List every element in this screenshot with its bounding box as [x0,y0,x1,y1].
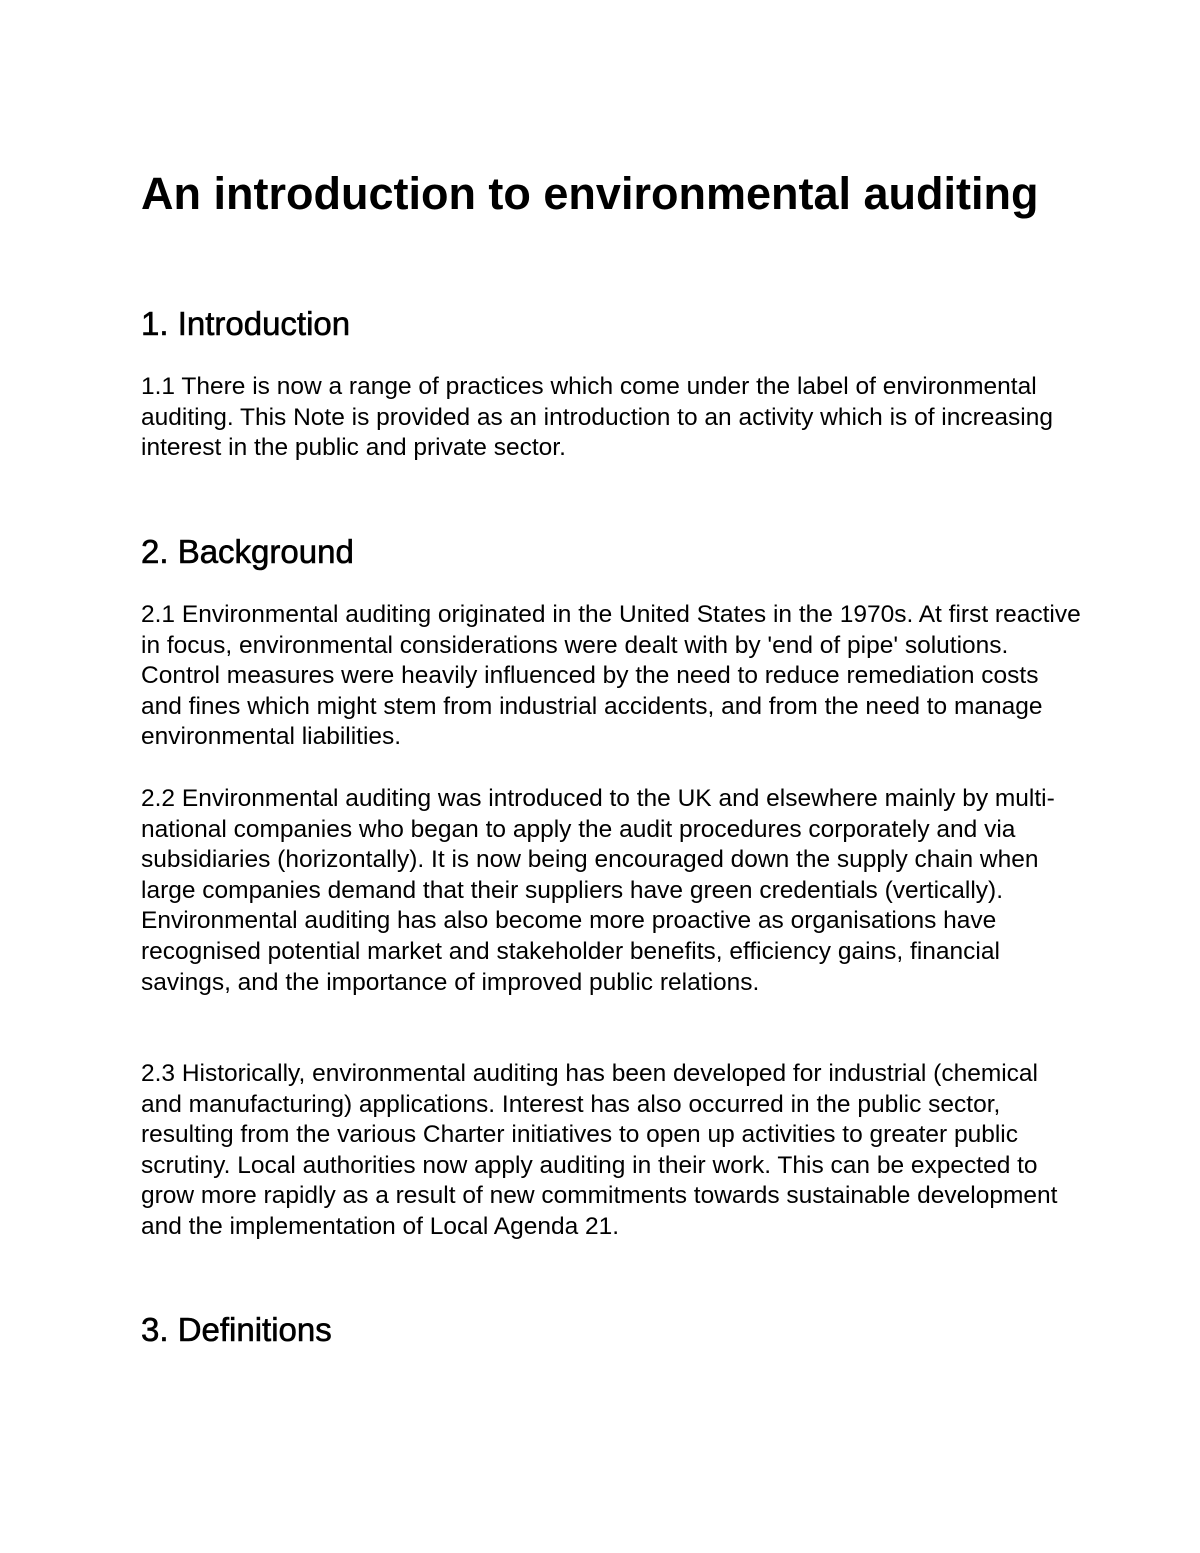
section-heading-background: 2. Background [141,533,354,570]
section-heading-definitions: 3. Definitions [141,1311,332,1348]
paragraph-2-1: 2.1 Environmental auditing originated in the United States in the 1970s. At first reactive in focus, environmental considerations were dealt with by 'end of pipe' solutions. Control measures were heavily influenced by the need to reduce remediation costs and fines which might stem from industrial accidents, and from the need to manage environmental liabilities. [141,601,1081,751]
section-heading-introduction: 1. Introduction [141,305,351,342]
paragraph-1-1: 1.1 There is now a range of practices which come under the label of environmental auditing. This Note is provided as an introduction to an activity which is of increasing interest in the public and private sector. [141,373,1053,462]
paragraph-2-3: 2.3 Historically, environmental auditing has been developed for industrial (chemical and manufacturing) applications. Interest has also occurred in the public sector, resulting from the various Charter initiatives to open up activities to greater public scrutiny. Local authorities now apply auditing in their work. This can be expected to grow more rapidly as a result of new commitments towards sustainable development and the implementation of Local Agenda 21. [141,1060,1058,1240]
paragraph-2-2: 2.2 Environmental auditing was introduced to the UK and elsewhere mainly by multi-national companies who began to apply the audit procedures corporately and via subsidiaries (horizontally). It is now being encouraged down the supply chain when large companies demand that their suppliers have green credentials (vertically). Environmental auditing has also become more proactive as organisations have recognised potential market and stakeholder benefits, efficiency gains, financial savings, and the importance of improved public relations. [141,785,1055,996]
document-title: An introduction to environmental auditing [141,168,1039,219]
